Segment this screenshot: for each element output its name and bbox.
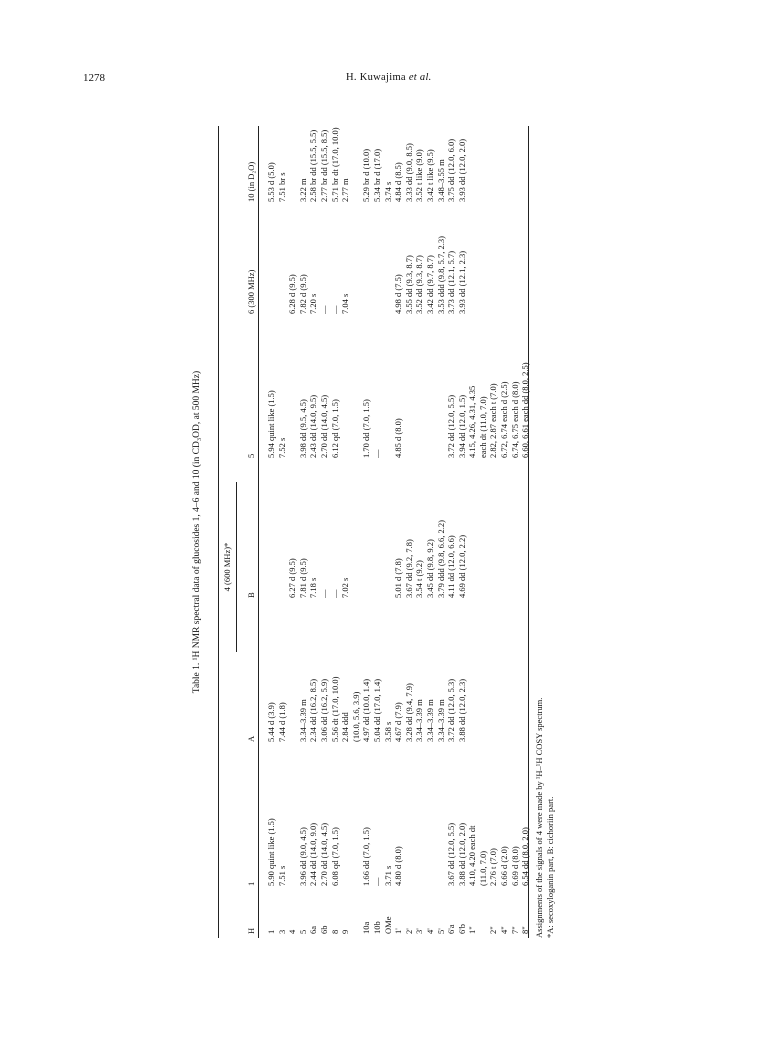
table-cell: 3.52 dd (9.3, 8.7)	[414, 255, 425, 314]
table-title: Table 1. ¹H NMR spectral data of glucosides 1, 4–6 and 10 (in CD₃OD, at 500 MHz)	[192, 370, 202, 694]
table-cell: 10b	[371, 921, 382, 934]
column-compound-4b	[266, 478, 531, 598]
table-cell: 6a	[308, 925, 319, 934]
header-compound-10: 10 (in D₂O)	[246, 161, 256, 202]
table-cell: 6.12 qd (7.0, 1.5)	[329, 399, 340, 458]
table-cell: 6.74, 6.75 each d (8.0)	[509, 381, 520, 458]
table-cell: 7"	[509, 926, 520, 934]
table-cell: 4	[287, 929, 298, 934]
table-cell: 3.73 dd (12.1, 5.7)	[446, 250, 457, 314]
table-cell	[478, 618, 489, 742]
table-cell: 3.96 dd (9.0, 4.5)	[297, 827, 308, 886]
table-cell	[467, 618, 478, 742]
table-cell: 3.53 ddd (9.8, 5.7, 2.3)	[435, 236, 446, 314]
header-compound-4a: A	[246, 735, 256, 742]
table-cell: —	[329, 305, 340, 314]
table-cell: 4'	[424, 928, 435, 934]
table-cell: (10.0, 5.6, 3.9)	[350, 691, 361, 742]
header-compound-1: 1	[246, 881, 256, 886]
table-cell: 3.75 dd (12.0, 6.0)	[446, 138, 457, 202]
table-cell	[351, 478, 362, 598]
table-cell	[499, 618, 510, 742]
table-cell: 6.08 qd (7.0, 1.5)	[329, 827, 340, 886]
table-cell: 3.93 dd (12.0, 2.0)	[456, 138, 467, 202]
table-cell: 7.20 s	[308, 293, 319, 314]
table-cell: 3.72 dd (12.0, 5.3)	[446, 678, 457, 742]
column-proton	[266, 894, 531, 934]
table-cell	[499, 478, 510, 598]
table-cell: 3.28 dd (9.4, 7.9)	[403, 683, 414, 742]
table-cell: 4.10, 4.20 each dt	[467, 825, 478, 886]
table-top-rule	[218, 126, 219, 938]
table-cell: 3.74 s	[382, 181, 393, 202]
table-cell: 4.85 d (8.0)	[393, 418, 404, 458]
column-span-rule	[236, 482, 237, 652]
table-header-rule	[258, 126, 259, 938]
table-cell	[351, 762, 362, 886]
table-cell: 3.71 s	[382, 865, 393, 886]
table-cell	[436, 326, 447, 458]
table-cell: 5.94 quint like (1.5)	[266, 390, 276, 458]
table-cell	[436, 762, 447, 886]
table-cell	[425, 326, 436, 458]
table-cell: 7.82 d (9.5)	[297, 274, 308, 314]
table-cell	[372, 202, 383, 314]
table-cell: 2.82, 2.87 each t (7.0)	[488, 383, 499, 458]
table-cell: 3.54 t (9.2)	[414, 560, 425, 598]
table-cell: 2.77 m	[340, 178, 351, 202]
table-footnotes	[534, 698, 556, 938]
table-cell: 7.02 s	[340, 577, 351, 598]
table-bottom-rule	[528, 126, 529, 938]
table-cell	[383, 326, 394, 458]
table-cell: 2.34 dd (16.2, 8.5)	[308, 678, 319, 742]
table-cell: 3.42 dd (9.7, 8.7)	[424, 255, 435, 314]
table-cell: 3.72 dd (12.0, 5.5)	[446, 394, 457, 458]
table-cell	[478, 894, 489, 934]
table-cell: 10a	[361, 921, 372, 934]
table-cell	[510, 202, 521, 314]
table-cell: each dt (11.0, 7.0)	[477, 396, 488, 458]
table-cell: 4.80 d (8.0)	[393, 846, 404, 886]
table-cell: 3.94 dd (12.0, 1.5)	[456, 394, 467, 458]
table-cell: 3.67 dd (12.0, 5.5)	[446, 822, 457, 886]
table-cell: 3.06 dd (16.2, 5.9)	[318, 678, 329, 742]
table-cell: 2.77 br dd (15.5, 8.5)	[318, 129, 329, 202]
table-cell	[287, 78, 298, 202]
table-cell: 6.54 dd (8.0, 2.0)	[520, 827, 531, 886]
table-cell: 2"	[488, 926, 499, 934]
table-cell: 2.44 dd (14.0, 9.0)	[308, 822, 319, 886]
table-cell: 5.04 dd (17.0, 1.4)	[371, 678, 382, 742]
table-cell	[404, 326, 415, 458]
table-cell	[372, 478, 383, 598]
table-cell: 4.97 dd (10.0, 1.4)	[361, 678, 372, 742]
table-cell	[266, 202, 277, 314]
table-cell: 3	[276, 929, 287, 934]
table-cell: 4.84 d (8.5)	[393, 162, 404, 202]
table-cell: 3.98 dd (9.5, 4.5)	[297, 399, 308, 458]
table-cell: 5.90 quint like (1.5)	[266, 818, 276, 886]
table-cell	[520, 618, 531, 742]
header-h: H	[246, 927, 256, 934]
table-cell: 7.51 br s	[276, 172, 287, 202]
table-cell: —	[318, 305, 329, 314]
table-cell: 6b	[318, 925, 329, 934]
table-cell: 5.34 br d (17.0)	[371, 148, 382, 202]
table-cell: 3.48–3.55 m	[435, 159, 446, 202]
header-compound-4b: B	[246, 592, 256, 598]
table-cell: 3.67 dd (9.2, 7.8)	[403, 539, 414, 598]
table-cell: 5'	[435, 928, 446, 934]
column-compound-1	[266, 762, 531, 886]
table-cell: 5	[297, 929, 308, 934]
running-head-etal: et al.	[408, 72, 432, 83]
table-cell	[467, 478, 478, 598]
table-cell: —	[329, 589, 340, 598]
table-cell: 1'	[393, 928, 404, 934]
table-cell	[361, 478, 372, 598]
table-cell: 5.71 br dt (17.0, 10.0)	[329, 127, 340, 202]
table-cell: 3.55 dd (9.3, 8.7)	[403, 255, 414, 314]
table-cell	[414, 326, 425, 458]
table-cell	[287, 618, 298, 742]
table-cell: 2.84 ddd	[340, 712, 351, 742]
table-cell: 4"	[499, 926, 510, 934]
table-cell: 3.58 s	[382, 721, 393, 742]
column-compound-5	[266, 326, 531, 458]
table-cell: 2.76 t (7.0)	[488, 848, 499, 886]
header-compound-5: 5	[246, 453, 256, 458]
table-cell	[467, 78, 478, 202]
table-cell	[340, 762, 351, 886]
nmr-table-block	[174, 122, 594, 942]
table-cell	[277, 202, 288, 314]
table-cell	[287, 762, 298, 886]
table-cell	[351, 202, 362, 314]
table-cell: 3.34–3.39 m	[414, 699, 425, 742]
table-cell: 2.70 dd (14.0, 4.5)	[318, 822, 329, 886]
table-cell: 3.52 t like (9.0)	[414, 149, 425, 202]
table-cell: 4.15, 4.26, 4.31, 4.35	[467, 385, 478, 458]
table-cell	[351, 326, 362, 458]
table-cell: 1	[266, 929, 276, 934]
table-cell: —	[371, 449, 382, 458]
column-compound-6	[266, 202, 531, 314]
table-cell: 5.56 dt (17.0, 10.0)	[329, 676, 340, 742]
table-cell	[510, 618, 521, 742]
table-cell	[414, 762, 425, 886]
table-cell: 6.28 d (9.5)	[287, 274, 298, 314]
footnote-parts: *A: secoxyloganin part, B: cichoriin part.	[545, 796, 555, 938]
table-cell: 3.22 m	[297, 178, 308, 202]
table-cell: 3.34–3.39 m	[424, 699, 435, 742]
table-cell: 3.88 dd (12.0, 2.3)	[456, 678, 467, 742]
table-cell: 2.70 dd (14.0, 4.5)	[318, 394, 329, 458]
table-cell: 7.04 s	[340, 293, 351, 314]
footnote-assignment: Assignments of the signals of 4 were made by ¹H–¹H COSY spectrum.	[534, 697, 544, 938]
table-cell: 3.42 t like (9.5)	[424, 149, 435, 202]
table-cell	[287, 326, 298, 458]
table-cell: 6.69 d (8.0)	[509, 846, 520, 886]
table-cell: 5.44 d (3.9)	[266, 702, 276, 742]
table-cell	[510, 78, 521, 202]
table-cell: 3.34–3.39 m	[435, 699, 446, 742]
table-cell: 7.44 d (1.8)	[276, 702, 287, 742]
table-cell: 4.69 dd (12.0, 2.2)	[456, 534, 467, 598]
page-number: 1278	[83, 72, 105, 84]
table-cell: 3'	[414, 928, 425, 934]
running-head-author: H. Kuwajima	[346, 72, 406, 83]
table-cell	[404, 762, 415, 886]
table-cell	[478, 202, 489, 314]
table-cell: 8"	[520, 926, 531, 934]
table-cell	[340, 326, 351, 458]
column-compound-10	[266, 78, 531, 202]
table-cell: 9	[340, 929, 351, 934]
table-cell: 6'a	[446, 924, 457, 934]
table-cell: 2'	[403, 928, 414, 934]
table-cell	[361, 202, 372, 314]
table-cell	[383, 478, 394, 598]
table-cell	[510, 478, 521, 598]
table-cell: 1.70 dd (7.0, 1.5)	[361, 399, 372, 458]
table-cell	[351, 78, 362, 202]
table-cell: 8	[329, 929, 340, 934]
table-cell: 6.66 d (2.0)	[499, 846, 510, 886]
table-cell	[520, 78, 531, 202]
table-cell: OMe	[382, 916, 393, 934]
table-cell: 7.18 s	[308, 577, 319, 598]
table-cell	[467, 202, 478, 314]
table-cell: 5.01 d (7.8)	[393, 558, 404, 598]
table-cell: 1"	[467, 926, 478, 934]
table-cell: 6.60, 6.61 each dd (8.0, 2.5)	[520, 362, 531, 458]
header-compound-6: 6 (300 MHz)	[246, 269, 256, 314]
table-cell: 7.81 d (9.5)	[297, 558, 308, 598]
table-cell: 4.98 d (7.5)	[393, 274, 404, 314]
table-cell: 2.58 br dd (15.5, 5.5)	[308, 129, 319, 202]
table-cell: 2.43 dd (14.0, 9.5)	[308, 394, 319, 458]
table-cell	[520, 478, 531, 598]
table-cell	[488, 478, 499, 598]
table-cell: 3.34–3.39 m	[297, 699, 308, 742]
table-cell: 6'b	[456, 923, 467, 934]
table-cell: 3.88 dd (12.0, 2.0)	[456, 822, 467, 886]
table-cell: 3.33 dd (9.0, 8.5)	[403, 143, 414, 202]
table-cell: 3.79 ddd (9.8, 6.6, 2.2)	[435, 520, 446, 598]
table-cell: 7.51 s	[276, 865, 287, 886]
table-cell: 4.67 d (7.9)	[393, 702, 404, 742]
table-cell: —	[371, 877, 382, 886]
table-cell	[425, 762, 436, 886]
table-cell: 5.53 d (5.0)	[266, 162, 276, 202]
table-cell: 1.66 dd (7.0, 1.5)	[361, 827, 372, 886]
table-cell	[383, 202, 394, 314]
table-cell	[488, 78, 499, 202]
table-cell	[478, 78, 489, 202]
table-cell: —	[318, 589, 329, 598]
table-cell: 5.29 br d (10.0)	[361, 148, 372, 202]
table-cell: 6.27 d (9.5)	[287, 558, 298, 598]
table-cell	[499, 202, 510, 314]
table-cell	[520, 202, 531, 314]
table-cell	[488, 202, 499, 314]
table-cell: 7.52 s	[276, 437, 287, 458]
table-cell	[266, 478, 277, 598]
table-cell	[277, 478, 288, 598]
table-cell: 3.93 dd (12.1, 2.3)	[456, 250, 467, 314]
column-compound-4a	[266, 618, 531, 742]
table-cell: 4.11 dd (12.0, 6.6)	[446, 535, 457, 598]
table-cell: (11.0, 7.0)	[477, 850, 488, 886]
table-cell: 6.72, 6.74 each d (2.5)	[499, 381, 510, 458]
table-cell	[478, 478, 489, 598]
table-cell	[499, 78, 510, 202]
column-span-label: 4 (600 MHz)*	[222, 542, 232, 592]
table-cell	[351, 894, 362, 934]
table-cell	[488, 618, 499, 742]
table-cell: 3.45 dd (9.8, 9.2)	[424, 539, 435, 598]
